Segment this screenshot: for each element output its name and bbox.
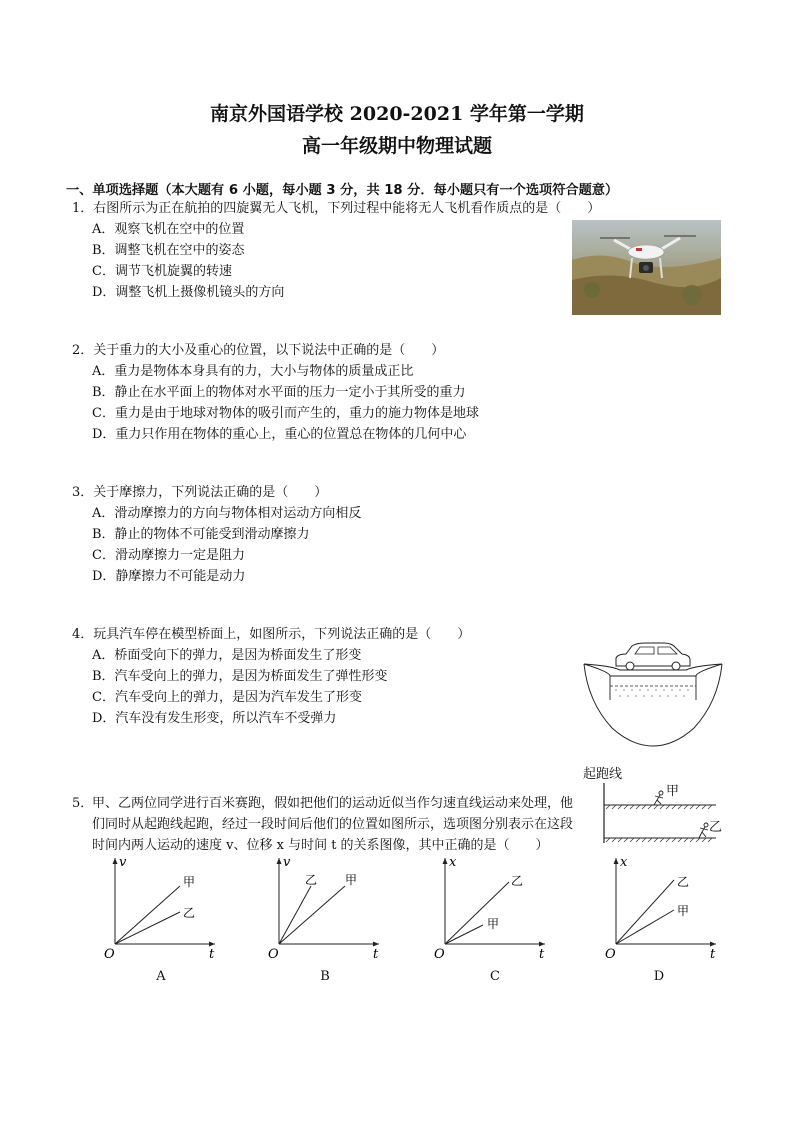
question-4-stem: 4．玩具汽车停在模型桥面上，如图所示，下列说法正确的是（ ） xyxy=(72,627,471,642)
question-2-option-a: A．重力是物体本身具有的力，大小与物体的质量成正比 xyxy=(92,364,414,379)
question-4-option-a: A．桥面受向下的弹力，是因为桥面发生了形变 xyxy=(92,648,362,663)
question-1-option-c: C．调节飞机旋翼的转速 xyxy=(92,264,232,279)
section-heading: 一、单项选择题（本大题有 6 小题，每小题 3 分，共 18 分．每小题只有一个选项符合题意） xyxy=(66,183,619,198)
question-3-option-b: B．静止的物体不可能受到滑动摩擦力 xyxy=(92,527,310,542)
question-5-stem: 甲、乙两位同学进行百米赛跑，假如把他们的运动近似当作匀速直线运动来处理，他们同时从起跑线起跑，经过一段时间后他们的位置如图所示，选项图分别表示在这段时间内两人运动的速度 v、位移 x 与时间 t 的关系图像，其中正确的是（ ） xyxy=(92,796,574,853)
exam-title: 南京外国语学校 2020-2021 学年第一学期 xyxy=(210,103,584,125)
graph-d-y-label: x xyxy=(620,855,628,870)
graph-c-origin: O xyxy=(434,947,445,962)
graph-d-upper-label: 乙 xyxy=(677,875,690,889)
question-1-option-b: B．调整飞机在空中的姿态 xyxy=(92,243,245,258)
bridge-car-figure xyxy=(582,642,724,752)
graph-d xyxy=(596,852,726,971)
graph-a-lower-label: 乙 xyxy=(183,906,196,920)
race-figure xyxy=(582,765,722,849)
drone-photo xyxy=(572,220,721,315)
graph-d-lower-label: 甲 xyxy=(677,904,690,918)
question-2-option-d: D．重力只作用在物体的重心上，重心的位置总在物体的几何中心 xyxy=(92,427,467,442)
question-2-option-c: C．重力是由于地球对物体的吸引而产生的，重力的施力物体是地球 xyxy=(92,406,479,421)
runner-yi-label: 乙 xyxy=(709,820,722,835)
graph-d-x-label: t xyxy=(710,947,716,962)
graph-c xyxy=(425,852,555,971)
graph-b-upper-label: 乙 xyxy=(305,873,318,887)
question-1-stem: 1．右图所示为正在航拍的四旋翼无人飞机，下列过程中能将无人飞机看作质点的是（ ） xyxy=(72,201,601,216)
graph-a-y-label: v xyxy=(119,855,127,870)
graph-a-upper-label: 甲 xyxy=(183,875,196,889)
question-3-option-a: A．滑动摩擦力的方向与物体相对运动方向相反 xyxy=(92,506,362,521)
question-4-option-d: D．汽车没有发生形变，所以汽车不受弹力 xyxy=(92,711,337,726)
graph-c-y-label: x xyxy=(449,855,457,870)
graph-c-lower-label: 甲 xyxy=(487,917,500,931)
graph-a-x-label: t xyxy=(209,947,215,962)
question-5-number: 5． xyxy=(72,796,94,811)
graph-a xyxy=(95,852,225,971)
graph-c-x-label: t xyxy=(539,947,545,962)
question-1-option-d: D．调整飞机上摄像机镜头的方向 xyxy=(92,285,285,300)
graph-d-letter: D xyxy=(653,969,665,984)
graph-c-letter: C xyxy=(490,969,500,984)
graph-b-letter: B xyxy=(320,969,330,984)
graph-b-y-label: v xyxy=(283,855,291,870)
question-2-stem: 2．关于重力的大小及重心的位置，以下说法中正确的是（ ） xyxy=(72,343,445,358)
question-3-option-c: C．滑动摩擦力一定是阻力 xyxy=(92,548,245,563)
graph-b xyxy=(259,852,389,971)
start-line-label: 起跑线 xyxy=(583,767,623,782)
runner-jia-label: 甲 xyxy=(666,784,680,799)
graph-a-letter: A xyxy=(156,969,166,984)
question-4-option-c: C．汽车受向上的弹力，是因为汽车发生了形变 xyxy=(92,690,362,705)
graph-c-upper-label: 乙 xyxy=(511,874,524,888)
graph-b-x-label: t xyxy=(373,947,379,962)
runner-yi-icon xyxy=(699,823,708,838)
question-3-stem: 3．关于摩擦力，下列说法正确的是（ ） xyxy=(72,485,328,500)
graph-d-origin: O xyxy=(605,947,616,962)
question-1-option-a: A．观察飞机在空中的位置 xyxy=(92,222,245,237)
graph-a-origin: O xyxy=(104,947,115,962)
question-4-option-b: B．汽车受向上的弹力，是因为桥面发生了弹性形变 xyxy=(92,669,388,684)
graph-b-lower-label: 甲 xyxy=(345,873,358,887)
runner-jia-icon xyxy=(654,791,663,805)
question-2-option-b: B．静止在水平面上的物体对水平面的压力一定小于其所受的重力 xyxy=(92,385,466,400)
exam-subtitle: 高一年级期中物理试题 xyxy=(301,135,492,157)
question-3-option-d: D．静摩擦力不可能是动力 xyxy=(92,569,246,584)
graph-b-origin: O xyxy=(268,947,279,962)
